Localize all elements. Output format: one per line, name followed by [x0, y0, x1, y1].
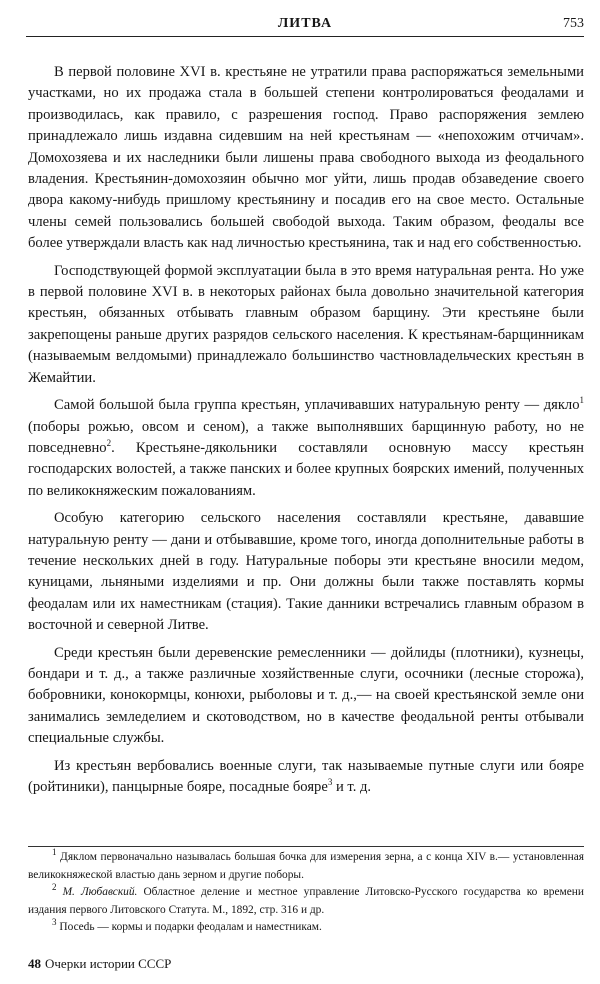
signature-title: Очерки истории СССР [45, 956, 172, 971]
paragraph-military-part2: и т. д. [332, 779, 372, 795]
footnote-marker-1: 1 [52, 847, 57, 858]
footnote-rule [28, 846, 584, 847]
paragraph-military-part1: Из крестьян вербовались военные слуги, так называемые путные слуги или бояре (ройтиники), панцырные бояре, посадные бояре [28, 757, 584, 795]
page-number: 753 [563, 16, 584, 31]
paragraph-exploitation: Господствующей формой эксплуатации была в это время натуральная рента. Но уже в первой половине XVI в. в некоторых районах была довольно значительной категория крестьян, обязанных отбывать главным образом барщину. Эти крестьяне были закрепощены раньше других разрядов сельского населения. К крестьянам-барщинникам (называемым велдомыми) принадлежало большинство частновладельческих крестьян в Жемайтии. [28, 262, 584, 386]
paragraph-artisans: Среди крестьян были деревенские ремесленники — дойлиды (плотники), кузнецы, бондари и т. д., а также различные хозяйственные слуги, осочники (лесные сторожа), бобровники, конокормцы, конюхи, рыболовы и т. д.,— на своей крестьянской земле они занимались земледелием и скотоводством, но в качестве феодальной ренты отбывали специальные службы. [28, 644, 584, 747]
footnote-3-text: Посedь — кормы и подарки феодалам и наместникам. [59, 921, 322, 934]
paragraph-land-rights: В первой половине XVI в. крестьяне не утратили права распоряжаться земельными участками, но их продажа стала в большей степени контролироваться феодалами и производилась, как правило, с разрешения господ. Право распоряжения землею принадлежало лишь издавна сидевшим на ней крестьянам — «непохожим отчичам». Домохозяева и их наследники были лишены права свободного выхода из феодального владения. Крестьянин-домохозяин обычно мог уйти, лишь продав обзаведение своего двора какому-нибудь пришлому крестьянину и посадив его на свое место. Остальные члены семей пользовались большей свободой выхода. Таким образом, феодалы все более утверждали власть как над личностью крестьянина, так и над его собственностью. [28, 64, 584, 252]
footnote-marker-3: 3 [52, 917, 57, 928]
footnote-ref-1: 1 [579, 395, 584, 406]
footnote-marker-2: 2 [52, 882, 57, 893]
footnote-2 [28, 884, 584, 919]
main-text [28, 62, 584, 804]
running-header [26, 14, 584, 36]
paragraph-military-servants [28, 756, 584, 799]
signature-number: 48 [28, 956, 41, 971]
running-title: ЛИТВА [277, 16, 333, 31]
footnote-ref-3: 3 [327, 777, 333, 788]
paragraph-dyaklo-part3: . Крестьяне-дякольники составляли основную массу крестьян господарских волостей, а также панских и более крупных боярских имений, полученных по великокняжеским пожалованиям. [28, 439, 584, 499]
header-rule [26, 36, 584, 37]
footnote-3 [28, 919, 584, 937]
footnotes [28, 846, 584, 937]
footnote-ref-2: 2 [106, 438, 112, 449]
paragraph-dyaklo-part1: Самой большой была группа крестьян, уплачивавших натуральную ренту — дякло [54, 397, 580, 414]
footnote-2-text: Областное деление и местное управление Литовско-Русского государства ко времени издания первого Литовского Статута. М., 1892, стр. 316 и др. [28, 886, 584, 916]
footnote-1 [28, 849, 584, 884]
paragraph-dyaklo [28, 395, 584, 502]
paragraph-tributaries: Особую категорию сельского населения составляли крестьяне, дававшие натуральную ренту — дани и отбывавшие, кроме того, иногда дополнительные работы в течение нескольких дней в году. Натуральные поборы эти крестьяне вносили медом, куницами, льняными изделиями и пр. Они должны были также поставлять кормы феодалам или их наместникам (стация). Такие данники встречались главным образом в восточной и северной Литве. [28, 510, 584, 634]
paragraph-dyaklo-part2: (поборы рожью, овсом и сеном), а также выполнявших барщинную работу, но не повседневно [28, 418, 584, 456]
footnote-1-text: Дяклом первоначально называлась большая бочка для измерения зерна, а с конца XIV в.— установленная великокняжеской властью дань зерном и другие поборы. [28, 851, 584, 881]
footnote-2-author: М. Любавский. [62, 886, 138, 899]
printer-signature [28, 956, 171, 972]
